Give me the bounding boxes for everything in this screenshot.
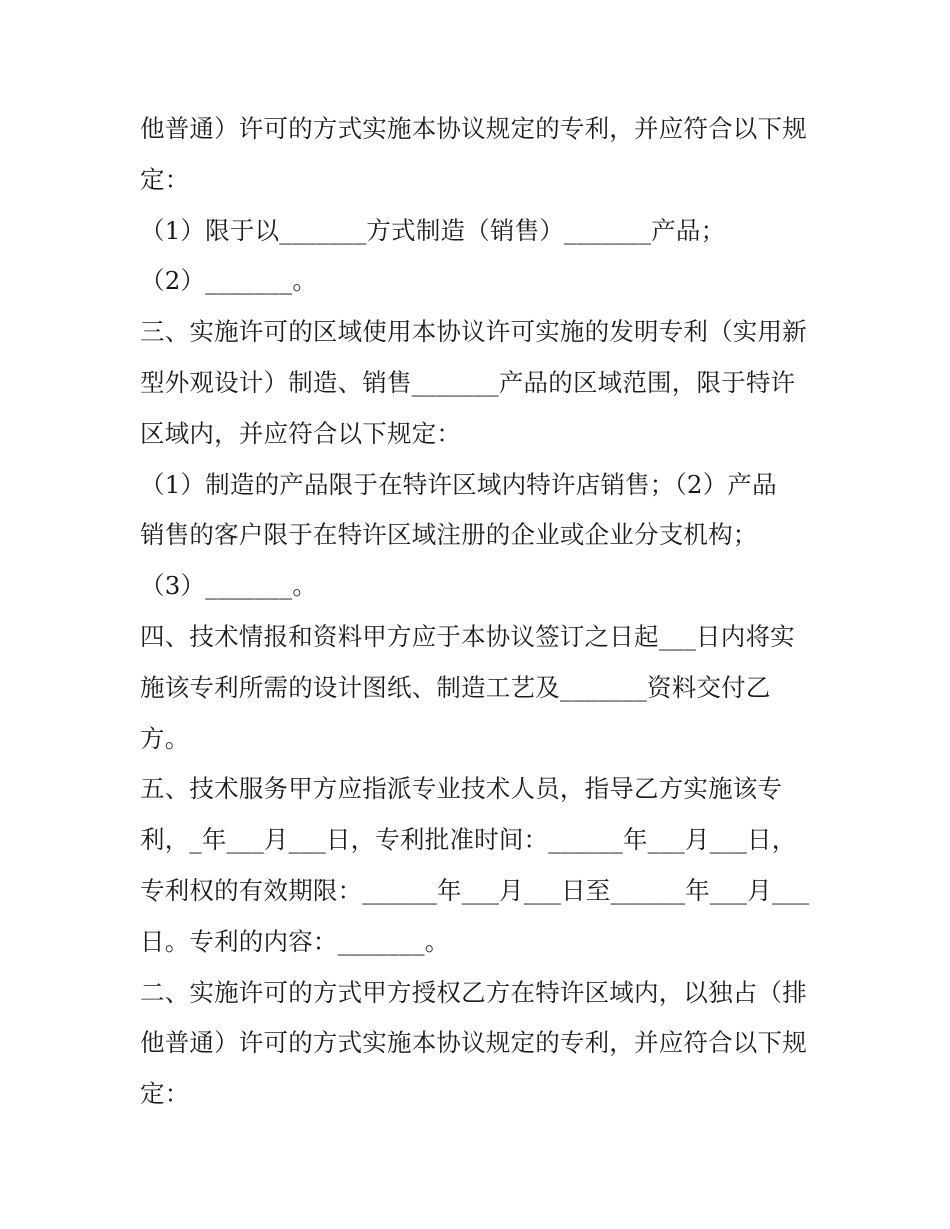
text-line: （3）_______。 bbox=[140, 571, 318, 601]
text-line: 施该专利所需的设计图纸、制造工艺及_______资料交付乙 bbox=[140, 672, 771, 702]
text-line: 方。 bbox=[140, 723, 190, 753]
text-line: 定： bbox=[140, 1079, 190, 1109]
text-line: 区域内，并应符合以下规定： bbox=[140, 418, 462, 448]
text-line: 四、技术情报和资料甲方应于本协议签订之日起___日内将实 bbox=[140, 621, 795, 651]
text-line: 他普通）许可的方式实施本协议规定的专利，并应符合以下规 bbox=[140, 114, 807, 143]
text-line: 他普通）许可的方式实施本协议规定的专利，并应符合以下规 bbox=[140, 1028, 807, 1058]
text-line: 五、技术服务甲方应指派专业技术人员，指导乙方实施该专 bbox=[140, 774, 783, 804]
text-line: （1）限于以_______方式制造（销售）_______产品； bbox=[140, 215, 726, 245]
text-line: （1）制造的产品限于在特许区域内特许店销售；（2）产品 bbox=[140, 469, 777, 499]
text-line: 型外观设计）制造、销售_______产品的区域范围，限于特许 bbox=[140, 367, 796, 397]
text-line: 利，_年___月___日，专利批准时间：______年___月___日， bbox=[140, 825, 797, 855]
text-line: 销售的客户限于在特许区域注册的企业或企业分支机构； bbox=[140, 520, 758, 550]
text-line: 定： bbox=[140, 164, 190, 194]
text-line: 日。专利的内容：_______。 bbox=[140, 926, 450, 956]
document-body bbox=[140, 104, 820, 1120]
text-line: 专利权的有效期限：______年___月___日至______年___月___ bbox=[140, 875, 810, 905]
text-line: 三、实施许可的区域使用本协议许可实施的发明专利（实用新 bbox=[140, 317, 807, 347]
text-line: （2）_______。 bbox=[140, 266, 318, 296]
text-line: 二、实施许可的方式甲方授权乙方在特许区域内，以独占（排 bbox=[140, 977, 807, 1007]
